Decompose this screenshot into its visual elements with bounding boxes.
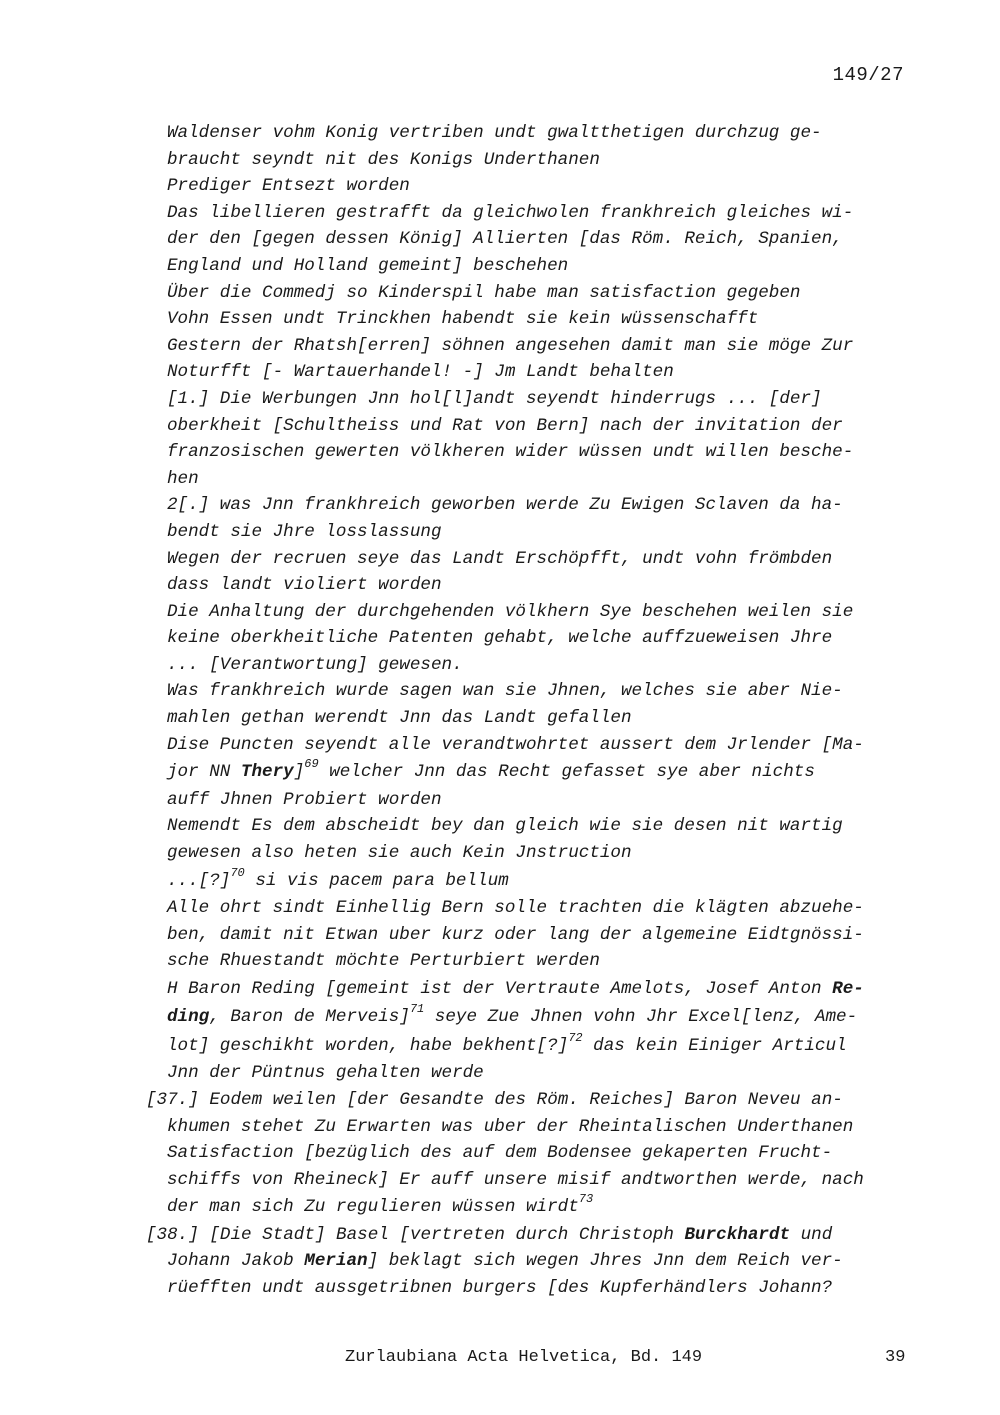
text-segment: seye Zue Jhnen vohn Jhr Excel[lenz, Ame- bbox=[424, 1007, 858, 1028]
text-line: oberkheit [Schultheiss und Rat von Bern] nach der invitation der bbox=[167, 415, 843, 436]
person-name: ding bbox=[167, 1007, 210, 1028]
text-line: Nemendt Es dem abscheidt bey dan gleich wie sie desen nit wartig bbox=[167, 816, 843, 837]
person-name: Re- bbox=[832, 978, 864, 999]
text-segment: ...[?] bbox=[167, 870, 231, 891]
footnote-ref[interactable]: 73 bbox=[578, 1192, 594, 1207]
footnote-ref[interactable]: 72 bbox=[568, 1030, 583, 1045]
text-line bbox=[146, 1032, 926, 1061]
text-line: Satisfaction [bezüglich des auf dem Bodensee gekaperten Frucht- bbox=[167, 1143, 833, 1164]
text-line: Waldenser vohm Konig vertriben undt gwaltthetigen durchzug ge- bbox=[167, 123, 822, 143]
text-line: Die Anhaltung der durchgehenden völkhern Sye beschehen weilen sie bbox=[167, 601, 854, 622]
text-line: bendt sie Jhre losslassung bbox=[167, 521, 442, 542]
text-line: ... [Verantwortung] gewesen. bbox=[167, 654, 463, 675]
text-line: Wegen der recruen seye das Landt Erschöpfft, undt vohn frömbden bbox=[167, 548, 833, 569]
text-segment: si vis pacem para bellum bbox=[244, 870, 509, 891]
text-line: Jnn der Püntnus gehalten werde bbox=[167, 1063, 484, 1084]
text-line: mahlen gethan werendt Jnn das Landt gefallen bbox=[167, 708, 632, 729]
text-line bbox=[146, 867, 926, 896]
text-line: gewesen also heten sie auch Kein Jnstruction bbox=[167, 842, 632, 863]
footnote-ref[interactable]: 71 bbox=[409, 1002, 425, 1017]
text-line: der den [gegen dessen König] Allierten [das Röm. Reich, Spanien, bbox=[167, 229, 843, 250]
text-line: keine oberkheitliche Patenten gehabt, welche auffzueweisen Jhre bbox=[167, 628, 833, 649]
text-segment: der man sich Zu regulieren wüssen wirdt bbox=[167, 1197, 579, 1218]
text-line bbox=[146, 1003, 926, 1032]
page-reference: 149/27 bbox=[832, 64, 904, 86]
text-line: Noturfft [- Wartauerhandel! -] Jm Landt behalten bbox=[167, 362, 674, 383]
text-line: Prediger Entsezt worden bbox=[167, 176, 410, 197]
person-name: Merian bbox=[304, 1251, 368, 1272]
text-line: auff Jhnen Probiert worden bbox=[167, 789, 442, 810]
text-segment: ] bbox=[293, 762, 305, 783]
text-line: England und Holland gemeint] beschehen bbox=[167, 255, 569, 276]
text-line: ben, damit nit Etwan uber kurz oder lang der algemeine Eidtgnössi- bbox=[167, 924, 864, 945]
text-line: khumen stehet Zu Erwarten was uber der Rheintalischen Underthanen bbox=[167, 1116, 854, 1137]
text-segment: , Baron de Merveis] bbox=[209, 1007, 410, 1028]
text-line: [37.] Eodem weilen [der Gesandte des Röm. Reiches] Baron Neveu an- bbox=[146, 1089, 843, 1110]
text-segment: und bbox=[790, 1224, 833, 1245]
text-line bbox=[146, 1193, 926, 1222]
text-segment: Johann Jakob bbox=[167, 1251, 305, 1272]
text-line bbox=[146, 1222, 926, 1249]
text-line: [1.] Die Werbungen Jnn hol[l]andt seyendt hinderrugs ... [der] bbox=[167, 388, 822, 409]
text-line: franzosischen gewerten völkheren wider wüssen undt willen besche- bbox=[167, 442, 854, 463]
text-line bbox=[146, 1248, 926, 1275]
text-line bbox=[146, 758, 926, 787]
transcription-body bbox=[146, 120, 926, 1302]
text-segment: jor NN bbox=[167, 762, 241, 783]
footnote-ref[interactable]: 69 bbox=[304, 757, 319, 772]
person-name: Burckhardt bbox=[684, 1224, 791, 1245]
text-line: Über die Commedj so Kinderspil habe man satisfaction gegeben bbox=[167, 282, 801, 303]
text-line: Gestern der Rhatsh[erren] söhnen angesehen damit man sie möge Zur bbox=[167, 335, 854, 356]
text-line: Dise Puncten seyendt alle verandtwohrtet aussert dem Jrlender [Ma- bbox=[167, 734, 864, 755]
text-line: rüefften undt aussgetribnen burgers [des Kupferhändlers Johann? bbox=[167, 1277, 833, 1298]
text-line: schiffs von Rheineck] Er auff unsere misif andtworthen werde, nach bbox=[167, 1169, 864, 1190]
page-number: 39 bbox=[885, 1348, 906, 1367]
text-segment: ] beklagt sich wegen Jhres Jnn dem Reich ver- bbox=[367, 1251, 843, 1272]
text-line: braucht seyndt nit des Konigs Underthanen bbox=[167, 149, 600, 170]
text-line: Das libellieren gestrafft da gleichwolen frankhreich gleiches wi- bbox=[167, 202, 854, 223]
text-segment: das kein Einiger Articul bbox=[582, 1035, 847, 1056]
text-line: hen bbox=[167, 468, 199, 489]
text-line: Was frankhreich wurde sagen wan sie Jhnen, welches sie aber Nie- bbox=[167, 681, 843, 702]
publication-title: Zurlaubiana Acta Helvetica, Bd. 149 bbox=[345, 1348, 703, 1367]
text-line: Vohn Essen undt Trinckhen habendt sie kein wüssenschafft bbox=[167, 309, 759, 330]
text-line bbox=[146, 975, 926, 1004]
text-line: 2[.] was Jnn frankhreich geworben werde Zu Ewigen Sclaven da ha- bbox=[167, 495, 843, 516]
text-line: Alle ohrt sindt Einhellig Bern solle trachten die klägten abzuehe- bbox=[167, 898, 864, 919]
text-segment: H Baron Reding [gemeint ist der Vertraute Amelots, Josef Anton bbox=[167, 978, 833, 999]
text-segment: lot] geschikht worden, habe bekhent[?] bbox=[167, 1035, 569, 1056]
text-segment: welcher Jnn das Recht gefasset sye aber nichts bbox=[318, 762, 815, 783]
text-line: sche Rhuestandt möchte Perturbiert werden bbox=[167, 951, 600, 972]
text-segment: [38.] [Die Stadt] Basel [vertreten durch Christoph bbox=[146, 1224, 685, 1245]
footnote-ref[interactable]: 70 bbox=[230, 865, 245, 880]
text-line: dass landt violiert worden bbox=[167, 575, 442, 596]
person-name: Thery bbox=[240, 762, 294, 783]
